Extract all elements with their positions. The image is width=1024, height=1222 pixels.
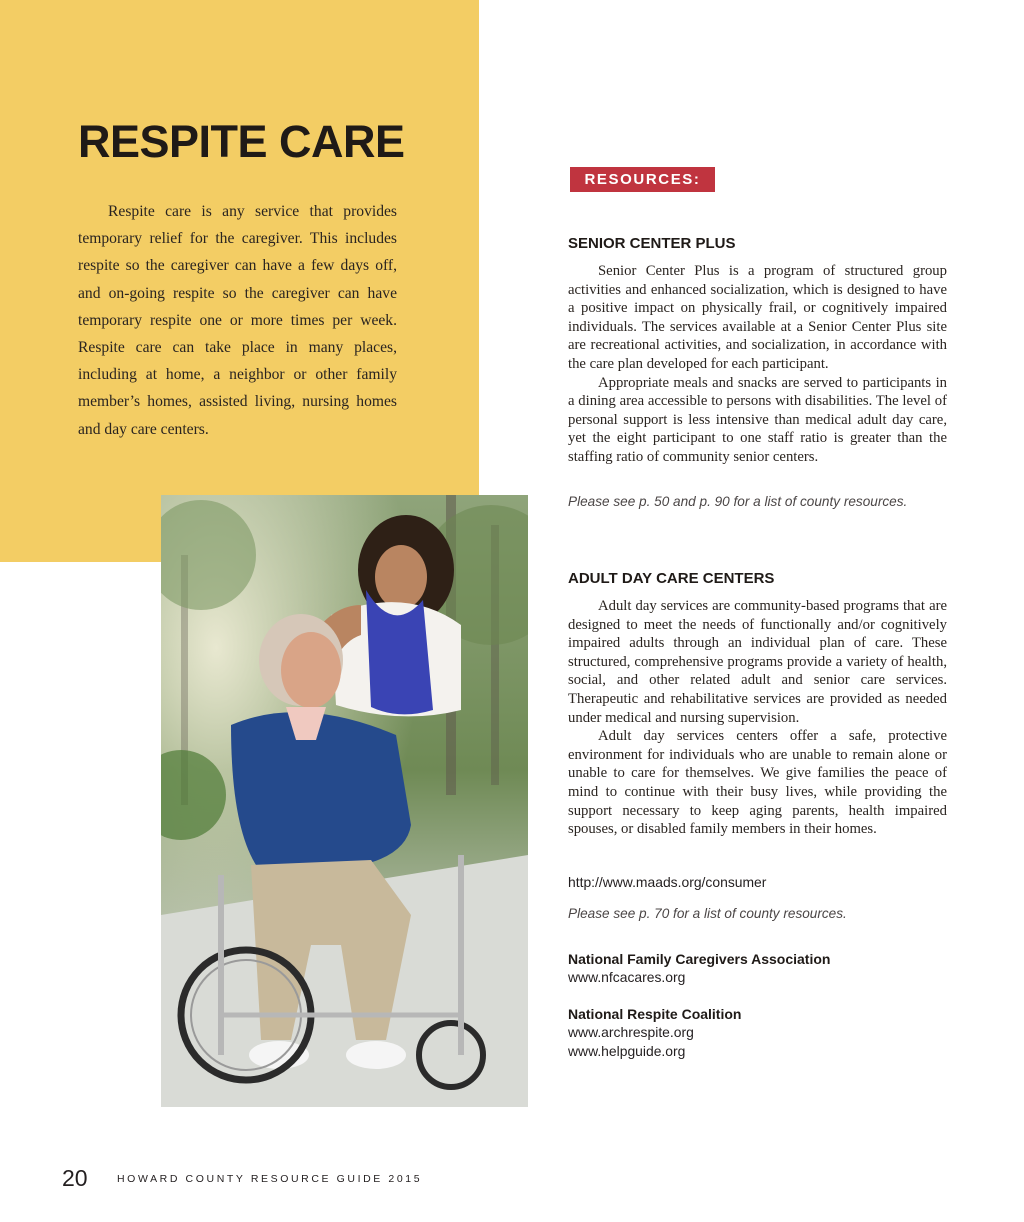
org-name: National Family Caregivers Association [568,951,831,967]
adult-day-body [568,597,947,839]
maads-link[interactable]: http://www.maads.org/consumer [568,874,767,890]
org-link[interactable]: www.nfcacares.org [568,969,686,985]
page-title: RESPITE CARE [78,116,405,167]
adult-day-paragraph: Adult day services are community-based programs that are designed to meet the needs of functionally and/or cognitively impaired adults through an individual plan of care. These structured, comprehensive programs provide a variety of health, social, and other related adult and senior care services. Therapeutic and rehabilitative services are provided as needed under medical and nursing supervision. [568,598,947,726]
senior-center-body [568,262,947,467]
page-number: 20 [62,1165,88,1191]
org-nrc [568,1005,741,1060]
resources-badge: RESOURCES: [570,167,715,192]
senior-center-paragraph: Senior Center Plus is a program of structured group activities and enhanced socialization, which is designed to have a positive impact on physically frail, or cognitively impaired individuals. The services available at a Senior Center Plus site are recreational activities, and socialization, in accordance with the care plan developed for each participant. [568,263,947,372]
senior-center-heading: SENIOR CENTER PLUS [568,235,736,252]
adult-day-note: Please see p. 70 for a list of county resources. [568,906,847,921]
org-name: National Respite Coalition [568,1006,742,1022]
org-link[interactable]: www.archrespite.org [568,1024,694,1040]
org-link[interactable]: www.helpguide.org [568,1042,686,1059]
adult-day-paragraph: Adult day services centers offer a safe, protective environment for individuals who are unable to remain alone or unable to care for themselves. We give families the peace of mind to continue with their busy lives, while providing the support necessary to keep aging parents, health impaired spouses, or disabled family members in their homes. [568,728,947,838]
intro-paragraph: Respite care is any service that provides temporary relief for the caregiver. This includes respite so the caregiver can have a few days off, and on-going respite so the caregiver can have temporary respite one or more times per week. Respite care can take place in many places, including at home, a neighbor or other family member’s homes, assisted living, nursing homes and day care centers. [78,203,397,438]
org-nfca [568,950,830,987]
adult-day-heading: ADULT DAY CARE CENTERS [568,570,775,587]
senior-center-paragraph: Appropriate meals and snacks are served to participants in a dining area accessible to persons with disabilities. The level of personal support is less intensive than medical adult day care, yet the eight participant to one staff ratio is greater than the staffing ratio of community senior centers. [568,374,947,465]
senior-center-note: Please see p. 50 and p. 90 for a list of county resources. [568,494,908,509]
caregiver-photo [161,495,528,1107]
footer-title: HOWARD COUNTY RESOURCE GUIDE 2015 [117,1173,423,1185]
